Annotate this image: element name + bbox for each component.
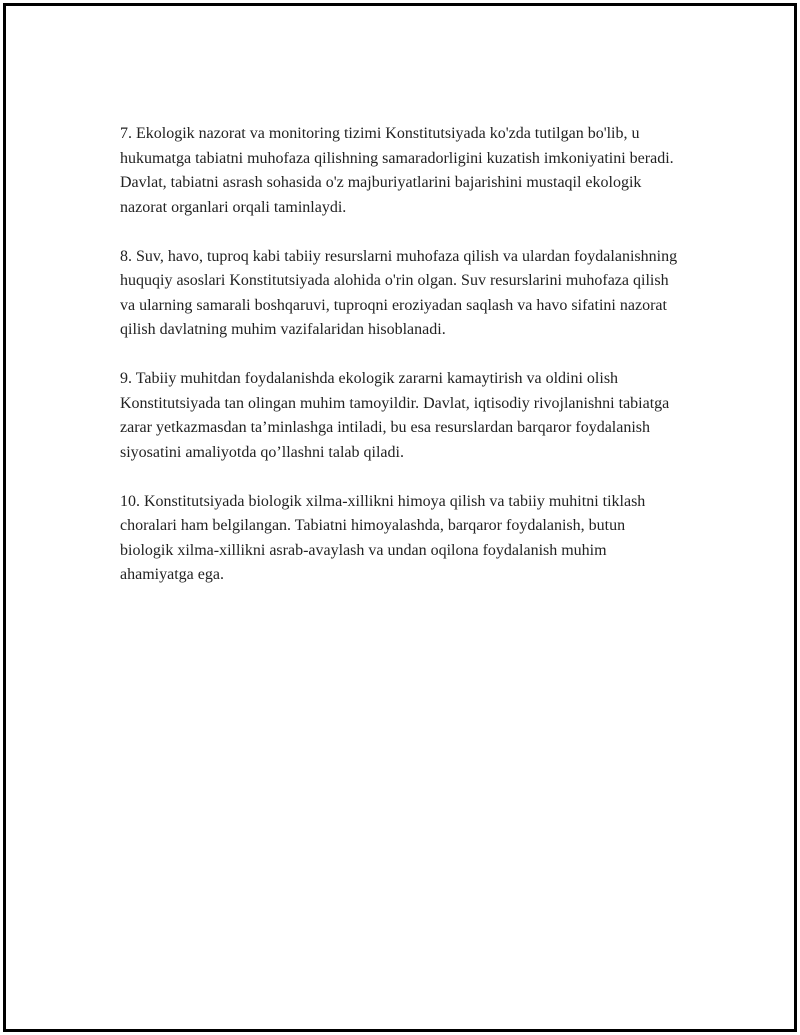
paragraph-7: 7. Ekologik nazorat va monitoring tizimi Konstitutsiyada ko'zda tutilgan bo'lib, u hukumatga tabiatni muhofaza qilishning samaradorligini kuzatish imkoniyatini beradi. Davlat, tabiatni asrash sohasida o'z majburiyatlarini bajarishini mustaqil ekologik nazorat organlari orqali taminlaydi. (120, 125, 674, 216)
paragraph-8: 8. Suv, havo, tuproq kabi tabiiy resurslarni muhofaza qilish va ulardan foydalanishning huquqiy asoslari Konstitutsiyada alohida o'rin olgan. Suv resurslarini muhofaza qilish va ularning samarali boshqaruvi, tuproqni eroziyadan saqlash va havo sifatini nazorat qilish davlatning muhim vazifalaridan hisoblanadi. (120, 247, 678, 338)
document-body (120, 122, 680, 612)
paragraph-10: 10. Konstitutsiyada biologik xilma-xillikni himoya qilish va tabiiy muhitni tiklash choralari ham belgilangan. Tabiatni himoyalashda, barqaror foydalanish, butun biologik xilma-xillikni asrab-avaylash va undan oqilona foydalanish muhim ahamiyatga ega. (120, 492, 646, 583)
paragraph-9: 9. Tabiiy muhitdan foydalanishda ekologik zararni kamaytirish va oldini olish Konstitutsiyada tan olingan muhim tamoyildir. Davlat, iqtisodiy rivojlanishni tabiatga zarar yetkazmasdan ta’minlashga intiladi, bu esa resurslardan barqaror foydalanish siyosatini amaliyotda qo’llashni talab qiladi. (120, 370, 670, 461)
page-frame (3, 3, 797, 1032)
